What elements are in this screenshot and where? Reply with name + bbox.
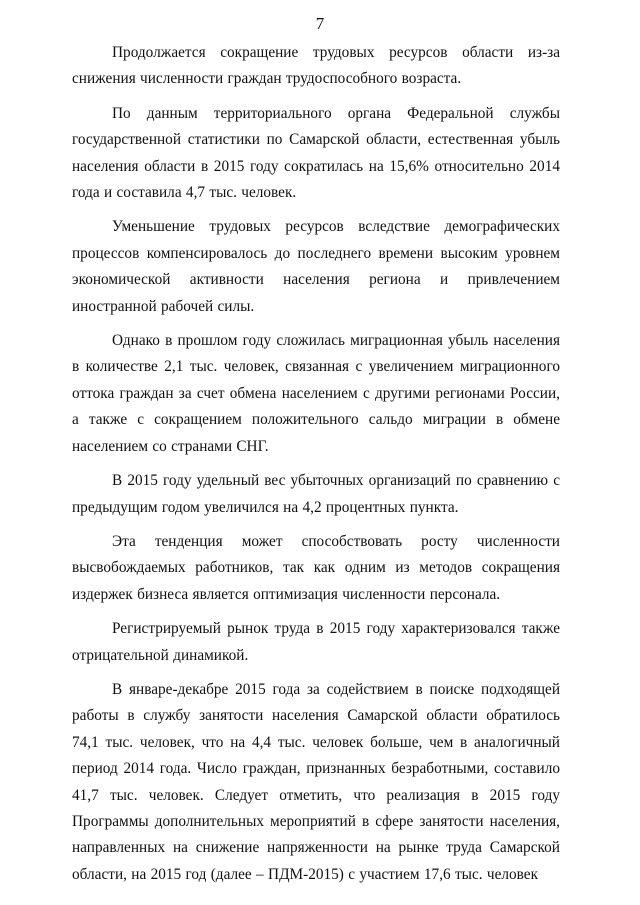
page-number: 7 [315, 14, 325, 33]
paragraph-labor-resources: Продолжается сокращение трудовых ресурсов области из-за снижения численности граждан трудоспособного возраста. [72, 44, 560, 88]
document-body [72, 40, 560, 888]
paragraph-registered-market: Регистрируемый рынок труда в 2015 году характеризовался также отрицательной динамикой. [72, 620, 560, 664]
paragraph-workforce-trend: Эта тенденция может способствовать росту численности высвобождаемых работников, так как одним из методов сокращения издержек бизнеса является оптимизация численности персонала. [72, 532, 560, 603]
paragraph-natural-decline: По данным территориального органа Федеральной службы государственной статистики по Самарской области, естественная убыль населения области в 2015 году сократилась на 15,6% относительно 2014 года и составила 4,7 тыс. человек. [72, 104, 560, 202]
paragraph-unprofitable-organizations: В 2015 году удельный вес убыточных организаций по сравнению с предыдущим годом увеличился на 4,2 процентных пункта. [72, 472, 560, 516]
paragraph-migration-decline: Однако в прошлом году сложилась миграционная убыль населения в количестве 2,1 тыс. человек, связанная с увеличением миграционного оттока граждан за счет обмена населением с другими регионами России, а также с сокращением положительного сальдо миграции в обмене населением со странами СНГ. [72, 332, 560, 455]
paragraph-labor-compensation: Уменьшение трудовых ресурсов вследствие демографических процессов компенсировалось до последнего времени высоким уровнем экономической активности населения региона и привлечением иностранной рабочей силы. [72, 218, 560, 315]
paragraph-employment-service: В январе-декабре 2015 года за содействием в поиске подходящей работы в службу занятости населения Самарской области обратилось 74,1 тыс. человек, что на 4,4 тыс. человек больше, чем в аналогичный период 2014 года. Число граждан, признанных безработными, составило 41,7 тыс. человек. Следует отметить, что реализация в 2015 году Программы дополнительных мероприятий в сфере занятости населения, направленных на снижение напряженности на рынке труда Самарской области, на 2015 год (далее – ПДМ-2015) с участием 17,6 тыс. человек [72, 680, 560, 883]
